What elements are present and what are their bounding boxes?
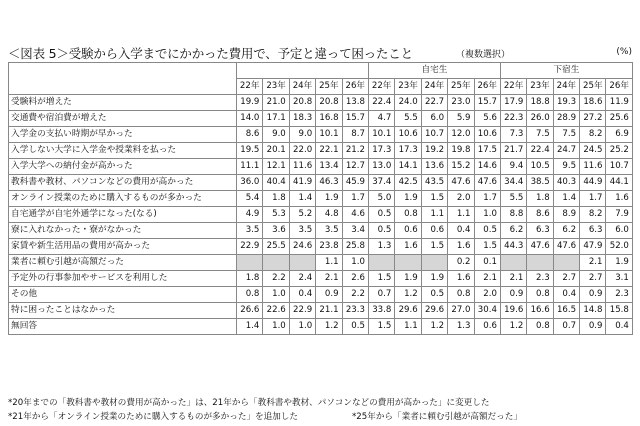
value-cell: 0.8 (237, 287, 263, 303)
table-row (9, 287, 633, 303)
year-header: 22年 (237, 79, 263, 95)
year-header: 23年 (395, 79, 421, 95)
value-cell: 18.3 (289, 111, 315, 127)
value-cell: 16.6 (527, 303, 553, 319)
value-cell: 6.3 (580, 223, 606, 239)
value-cell: 8.6 (527, 207, 553, 223)
value-cell (289, 255, 315, 271)
value-cell: 0.8 (527, 319, 553, 335)
value-cell: 24.0 (395, 95, 421, 111)
value-cell: 25.5 (263, 239, 289, 255)
header-boarding: 下宿生 (500, 63, 632, 79)
value-cell: 1.2 (421, 319, 447, 335)
value-cell: 12.0 (448, 127, 474, 143)
value-cell: 3.4 (342, 223, 368, 239)
value-cell: 18.6 (580, 95, 606, 111)
value-cell: 45.9 (342, 175, 368, 191)
value-cell: 21.2 (342, 143, 368, 159)
year-header: 24年 (421, 79, 447, 95)
value-cell: 1.6 (395, 239, 421, 255)
value-cell: 1.9 (606, 255, 632, 271)
row-label: 入学しない大学に入学金や授業料を払った (9, 143, 237, 159)
value-cell: 5.0 (368, 191, 394, 207)
value-cell: 2.1 (474, 271, 500, 287)
value-cell: 3.5 (289, 223, 315, 239)
value-cell: 1.4 (289, 191, 315, 207)
value-cell: 40.4 (263, 175, 289, 191)
value-cell: 1.5 (421, 191, 447, 207)
value-cell: 1.5 (368, 319, 394, 335)
value-cell: 38.5 (527, 175, 553, 191)
value-cell: 8.2 (580, 127, 606, 143)
value-cell: 8.8 (500, 207, 526, 223)
value-cell: 16.8 (316, 111, 342, 127)
value-cell: 47.6 (527, 239, 553, 255)
value-cell: 7.9 (606, 207, 632, 223)
value-cell: 0.6 (395, 223, 421, 239)
footnote-1: *20年までの「教科書や教材の費用が高かった」は、21年から「教科書や教材、パソコンなどの費用が高かった」に変更した (8, 398, 490, 408)
value-cell: 8.2 (580, 207, 606, 223)
value-cell: 1.8 (527, 191, 553, 207)
table-body (9, 95, 633, 335)
value-cell: 24.7 (553, 143, 579, 159)
value-cell: 9.4 (500, 159, 526, 175)
value-cell: 1.3 (448, 319, 474, 335)
value-cell: 1.4 (237, 319, 263, 335)
footnote-2: *21年から「オンライン授業のために購入するものが多かった」を追加した (8, 412, 298, 422)
value-cell: 2.6 (342, 271, 368, 287)
title-row (8, 44, 632, 60)
value-cell: 25.2 (606, 143, 632, 159)
value-cell: 24.5 (580, 143, 606, 159)
value-cell: 9.5 (553, 159, 579, 175)
table-row (9, 143, 633, 159)
value-cell: 37.4 (368, 175, 394, 191)
value-cell: 0.5 (474, 223, 500, 239)
value-cell: 25.8 (342, 239, 368, 255)
value-cell: 0.9 (580, 319, 606, 335)
value-cell: 44.1 (606, 175, 632, 191)
value-cell: 15.2 (448, 159, 474, 175)
value-cell (553, 255, 579, 271)
table-row (9, 271, 633, 287)
value-cell: 24.6 (289, 239, 315, 255)
value-cell: 1.9 (395, 271, 421, 287)
value-cell: 0.9 (580, 287, 606, 303)
value-cell: 0.4 (448, 223, 474, 239)
value-cell: 9.0 (263, 127, 289, 143)
year-header: 26年 (606, 79, 632, 95)
value-cell: 11.1 (237, 159, 263, 175)
value-cell: 5.4 (237, 191, 263, 207)
table-row (9, 239, 633, 255)
value-cell: 10.6 (474, 127, 500, 143)
header-all (237, 63, 369, 79)
value-cell: 16.5 (553, 303, 579, 319)
value-cell: 2.1 (500, 271, 526, 287)
value-cell: 19.8 (448, 143, 474, 159)
value-cell: 0.5 (421, 287, 447, 303)
value-cell: 19.9 (237, 95, 263, 111)
value-cell: 1.8 (237, 271, 263, 287)
value-cell: 19.6 (500, 303, 526, 319)
value-cell: 4.9 (237, 207, 263, 223)
value-cell: 25.6 (606, 111, 632, 127)
value-cell: 1.0 (263, 287, 289, 303)
table-row (9, 95, 633, 111)
value-cell: 20.8 (316, 95, 342, 111)
value-cell: 0.6 (474, 319, 500, 335)
value-cell: 14.8 (580, 303, 606, 319)
value-cell: 0.8 (448, 287, 474, 303)
value-cell: 10.7 (421, 127, 447, 143)
year-header: 23年 (263, 79, 289, 95)
value-cell: 1.1 (395, 319, 421, 335)
value-cell: 11.6 (580, 159, 606, 175)
row-label: 自宅通学が自宅外通学になった(なる) (9, 207, 237, 223)
table-row (9, 191, 633, 207)
value-cell: 22.6 (263, 303, 289, 319)
value-cell: 2.1 (580, 255, 606, 271)
value-cell: 2.1 (316, 271, 342, 287)
multi-select-note: （複数選択） (456, 50, 511, 60)
value-cell: 2.7 (553, 271, 579, 287)
value-cell: 20.8 (289, 95, 315, 111)
value-cell: 0.4 (553, 287, 579, 303)
value-cell: 19.3 (553, 95, 579, 111)
value-cell: 11.9 (606, 95, 632, 111)
value-cell: 22.9 (237, 239, 263, 255)
value-cell: 1.7 (342, 191, 368, 207)
value-cell: 5.9 (448, 111, 474, 127)
value-cell: 8.6 (237, 127, 263, 143)
value-cell: 1.2 (395, 287, 421, 303)
value-cell: 17.1 (263, 111, 289, 127)
row-label: 交通費や宿泊費が増えた (9, 111, 237, 127)
value-cell: 0.6 (421, 223, 447, 239)
value-cell: 1.3 (368, 239, 394, 255)
value-cell: 30.4 (474, 303, 500, 319)
year-header: 22年 (368, 79, 394, 95)
value-cell: 40.3 (553, 175, 579, 191)
year-header: 25年 (580, 79, 606, 95)
value-cell: 10.5 (527, 159, 553, 175)
value-cell: 0.4 (289, 287, 315, 303)
table-row (9, 255, 633, 271)
year-header: 25年 (448, 79, 474, 95)
value-cell: 1.2 (500, 319, 526, 335)
value-cell: 1.9 (395, 191, 421, 207)
row-label: 教科書や教材、パソコンなどの費用が高かった (9, 175, 237, 191)
data-table (8, 62, 633, 335)
value-cell: 0.4 (606, 319, 632, 335)
value-cell: 0.8 (527, 287, 553, 303)
year-header: 23年 (527, 79, 553, 95)
value-cell: 26.0 (527, 111, 553, 127)
value-cell: 1.0 (289, 319, 315, 335)
value-cell: 5.6 (474, 111, 500, 127)
header-home: 自宅生 (368, 63, 500, 79)
value-cell: 52.0 (606, 239, 632, 255)
row-label: 入学大学への納付金が高かった (9, 159, 237, 175)
value-cell: 17.5 (474, 143, 500, 159)
value-cell: 10.1 (368, 127, 394, 143)
value-cell: 1.2 (316, 319, 342, 335)
value-cell: 2.4 (289, 271, 315, 287)
value-cell: 23.8 (316, 239, 342, 255)
table-row (9, 319, 633, 335)
value-cell: 42.5 (395, 175, 421, 191)
value-cell: 0.5 (342, 319, 368, 335)
value-cell: 2.2 (342, 287, 368, 303)
value-cell: 10.6 (395, 127, 421, 143)
value-cell: 6.0 (606, 223, 632, 239)
row-label: 家賃や新生活用品の費用が高かった (9, 239, 237, 255)
value-cell: 17.3 (368, 143, 394, 159)
value-cell: 6.2 (553, 223, 579, 239)
value-cell: 14.0 (237, 111, 263, 127)
unit-label: (%) (616, 47, 632, 57)
value-cell: 2.2 (263, 271, 289, 287)
row-label: 入学金の支払い時期が早かった (9, 127, 237, 143)
row-label: 業者に頼む引越が高額だった (9, 255, 237, 271)
value-cell: 46.3 (316, 175, 342, 191)
value-cell: 22.0 (289, 143, 315, 159)
value-cell: 6.9 (606, 127, 632, 143)
value-cell: 28.9 (553, 111, 579, 127)
value-cell: 2.0 (448, 191, 474, 207)
value-cell: 22.3 (500, 111, 526, 127)
value-cell: 22.1 (316, 143, 342, 159)
value-cell: 21.1 (316, 303, 342, 319)
value-cell: 1.5 (368, 271, 394, 287)
value-cell: 1.0 (474, 207, 500, 223)
value-cell: 4.8 (316, 207, 342, 223)
value-cell: 26.6 (237, 303, 263, 319)
value-cell: 47.9 (580, 239, 606, 255)
value-cell (263, 255, 289, 271)
value-cell: 47.6 (448, 175, 474, 191)
value-cell: 12.1 (263, 159, 289, 175)
value-cell: 1.0 (263, 319, 289, 335)
table-row (9, 207, 633, 223)
value-cell: 3.5 (237, 223, 263, 239)
value-cell: 8.9 (553, 207, 579, 223)
value-cell: 13.4 (316, 159, 342, 175)
value-cell: 44.9 (580, 175, 606, 191)
value-cell: 3.5 (316, 223, 342, 239)
value-cell: 0.1 (474, 255, 500, 271)
value-cell: 2.3 (606, 287, 632, 303)
value-cell (368, 255, 394, 271)
value-cell: 15.7 (474, 95, 500, 111)
value-cell: 14.1 (395, 159, 421, 175)
value-cell: 10.7 (606, 159, 632, 175)
value-cell: 0.9 (316, 287, 342, 303)
value-cell: 1.6 (448, 271, 474, 287)
value-cell: 14.6 (474, 159, 500, 175)
value-cell: 1.0 (342, 255, 368, 271)
value-cell: 6.0 (421, 111, 447, 127)
value-cell: 22.7 (421, 95, 447, 111)
value-cell: 1.9 (316, 191, 342, 207)
value-cell: 22.4 (368, 95, 394, 111)
value-cell: 12.7 (342, 159, 368, 175)
value-cell: 22.4 (527, 143, 553, 159)
value-cell: 19.2 (421, 143, 447, 159)
value-cell: 0.7 (368, 287, 394, 303)
header-row-groups (9, 63, 633, 79)
value-cell: 44.3 (500, 239, 526, 255)
value-cell: 2.7 (580, 271, 606, 287)
value-cell: 0.9 (500, 287, 526, 303)
value-cell: 5.5 (500, 191, 526, 207)
value-cell: 1.6 (448, 239, 474, 255)
value-cell: 34.4 (500, 175, 526, 191)
value-cell: 29.6 (395, 303, 421, 319)
value-cell: 17.3 (395, 143, 421, 159)
value-cell: 47.6 (474, 175, 500, 191)
row-label: その他 (9, 287, 237, 303)
value-cell: 27.0 (448, 303, 474, 319)
table-row (9, 111, 633, 127)
value-cell: 5.2 (289, 207, 315, 223)
row-label: 予定外の行事参加やサービスを利用した (9, 271, 237, 287)
value-cell: 1.1 (421, 207, 447, 223)
value-cell: 8.7 (342, 127, 368, 143)
value-cell: 9.0 (289, 127, 315, 143)
value-cell: 0.5 (368, 207, 394, 223)
value-cell (395, 255, 421, 271)
value-cell: 41.9 (289, 175, 315, 191)
value-cell: 1.5 (421, 239, 447, 255)
table-row (9, 175, 633, 191)
year-header: 24年 (289, 79, 315, 95)
value-cell: 13.0 (368, 159, 394, 175)
value-cell: 1.5 (474, 239, 500, 255)
table-row (9, 127, 633, 143)
row-label: 特に困ったことはなかった (9, 303, 237, 319)
value-cell: 43.5 (421, 175, 447, 191)
value-cell: 1.8 (263, 191, 289, 207)
value-cell (237, 255, 263, 271)
value-cell: 4.7 (368, 111, 394, 127)
value-cell: 19.5 (237, 143, 263, 159)
value-cell: 7.3 (500, 127, 526, 143)
value-cell: 47.6 (553, 239, 579, 255)
value-cell: 1.4 (553, 191, 579, 207)
value-cell: 36.0 (237, 175, 263, 191)
value-cell: 0.5 (368, 223, 394, 239)
value-cell: 1.1 (316, 255, 342, 271)
value-cell: 6.3 (527, 223, 553, 239)
year-header: 26年 (474, 79, 500, 95)
value-cell: 27.2 (580, 111, 606, 127)
value-cell: 7.5 (553, 127, 579, 143)
value-cell: 1.6 (606, 191, 632, 207)
value-cell: 13.8 (342, 95, 368, 111)
year-header: 22年 (500, 79, 526, 95)
table-row (9, 223, 633, 239)
value-cell: 7.5 (527, 127, 553, 143)
footnote-3: *25年から「業者に頼む引越が高額だった」 (352, 412, 522, 422)
value-cell: 13.6 (421, 159, 447, 175)
row-label: オンライン授業のために購入するものが多かった (9, 191, 237, 207)
value-cell: 3.1 (606, 271, 632, 287)
value-cell: 1.7 (474, 191, 500, 207)
value-cell: 22.9 (289, 303, 315, 319)
value-cell: 15.7 (342, 111, 368, 127)
value-cell: 23.3 (342, 303, 368, 319)
value-cell: 11.6 (289, 159, 315, 175)
value-cell: 10.1 (316, 127, 342, 143)
row-label: 無回答 (9, 319, 237, 335)
table-row (9, 303, 633, 319)
value-cell: 18.8 (527, 95, 553, 111)
value-cell: 2.3 (527, 271, 553, 287)
year-header: 24年 (553, 79, 579, 95)
value-cell: 3.6 (263, 223, 289, 239)
value-cell: 33.8 (368, 303, 394, 319)
value-cell: 5.3 (263, 207, 289, 223)
year-header: 26年 (342, 79, 368, 95)
value-cell: 0.7 (553, 319, 579, 335)
value-cell (500, 255, 526, 271)
value-cell: 1.7 (580, 191, 606, 207)
value-cell: 15.8 (606, 303, 632, 319)
value-cell: 1.9 (421, 271, 447, 287)
figure-title: ＜図表 5＞受験から入学までにかかった費用で、予定と違って困ったこと (8, 46, 413, 61)
value-cell: 5.5 (395, 111, 421, 127)
value-cell: 0.8 (395, 207, 421, 223)
value-cell (421, 255, 447, 271)
value-cell (527, 255, 553, 271)
value-cell: 2.0 (474, 287, 500, 303)
value-cell: 4.6 (342, 207, 368, 223)
value-cell: 21.0 (263, 95, 289, 111)
table-row (9, 159, 633, 175)
value-cell: 6.2 (500, 223, 526, 239)
year-header: 25年 (316, 79, 342, 95)
value-cell: 1.1 (448, 207, 474, 223)
value-cell: 0.2 (448, 255, 474, 271)
value-cell: 21.7 (500, 143, 526, 159)
row-label: 受験料が増えた (9, 95, 237, 111)
header-corner (9, 63, 237, 95)
row-label: 寮に入れなかった・寮がなかった (9, 223, 237, 239)
value-cell: 23.0 (448, 95, 474, 111)
value-cell: 20.1 (263, 143, 289, 159)
value-cell: 17.9 (500, 95, 526, 111)
value-cell: 29.6 (421, 303, 447, 319)
